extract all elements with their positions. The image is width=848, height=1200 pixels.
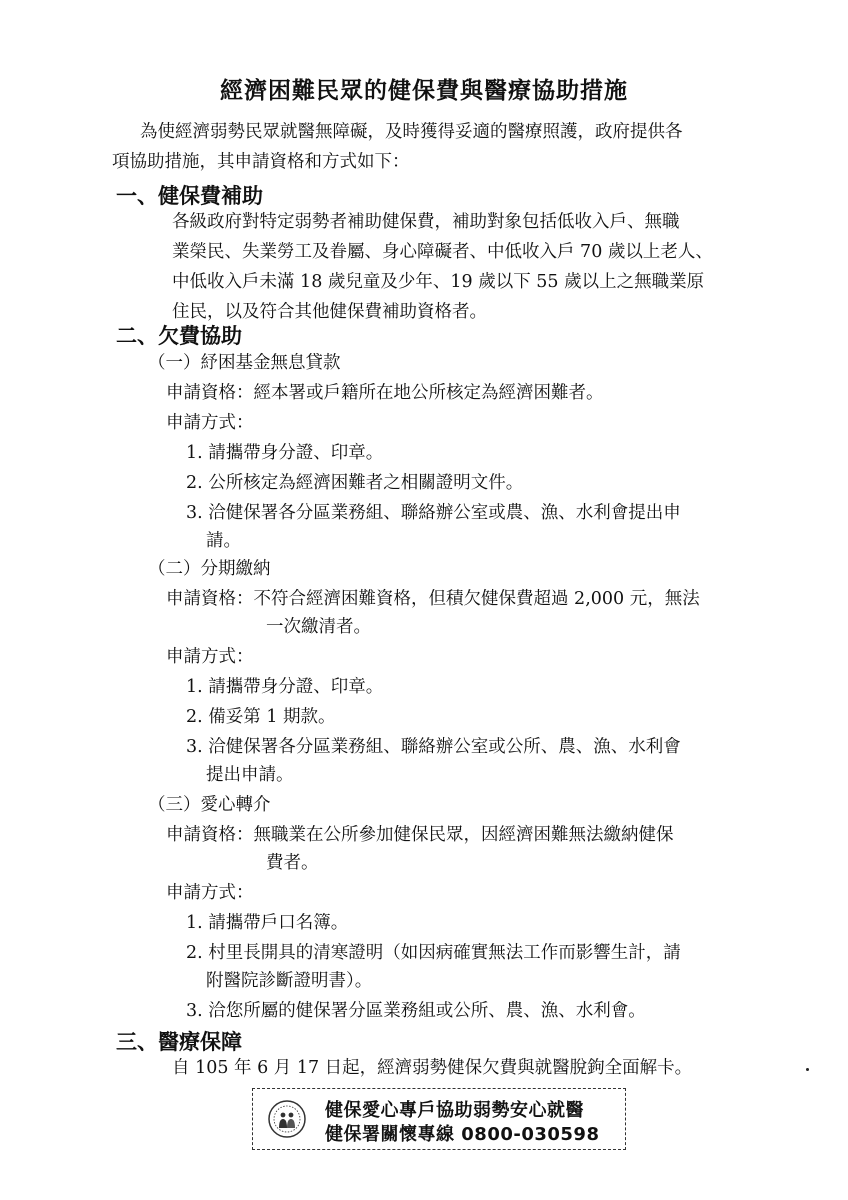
sub-3-item-3: 3. 洽您所屬的健保署分區業務組或公所、農、漁、水利會。 [186, 1001, 646, 1021]
sub-2-item-1: 1. 請攜帶身分證、印章。 [186, 677, 384, 697]
hotline-box [252, 1088, 626, 1150]
sub-1-title: （一）紓困基金無息貸款 [148, 353, 341, 373]
page-title: 經濟困難民眾的健保費與醫療協助措施 [220, 78, 628, 104]
section-1-line-1: 各級政府對特定弱勢者補助健保費，補助對象包括低收入戶、無職 [172, 212, 680, 232]
section-1-heading: 一、健保費補助 [116, 184, 263, 208]
sub-3-item-1: 1. 請攜帶戶口名簿。 [186, 913, 349, 933]
sub-1-item-2: 2. 公所核定為經濟困難者之相關證明文件。 [186, 473, 524, 493]
section-2-heading: 二、欠費協助 [116, 324, 242, 348]
section-1-line-2: 業榮民、失業勞工及眷屬、身心障礙者、中低收入戶 70 歲以上老人、 [172, 242, 713, 262]
sub-3-item-2: 2. 村里長開具的清寒證明（如因病確實無法工作而影響生計，請 [186, 943, 681, 963]
intro-line-2: 項協助措施，其申請資格和方式如下： [112, 152, 410, 172]
sub-1-item-3: 3. 洽健保署各分區業務組、聯絡辦公室或農、漁、水利會提出申 [186, 503, 681, 523]
footer-line-2: 健保署關懷專線 0800-030598 [325, 1124, 600, 1145]
sub-1-method-label: 申請方式： [166, 413, 254, 433]
sub-2-method-label: 申請方式： [166, 647, 254, 667]
sub-2-eligibility: 申請資格：不符合經濟困難資格，但積欠健保費超過 2,000 元，無法 [166, 589, 700, 609]
sub-2-item-2: 2. 備妥第 1 期款。 [186, 707, 336, 727]
sub-2-item-3: 3. 洽健保署各分區業務組、聯絡辦公室或公所、農、漁、水利會 [186, 737, 681, 757]
intro-line-1: 為使經濟弱勢民眾就醫無障礙，及時獲得妥適的醫療照護，政府提供各 [140, 122, 683, 142]
sub-3-eligibility-cont: 費者。 [266, 853, 319, 873]
section-3-heading: 三、醫療保障 [116, 1030, 242, 1054]
section-1-line-4: 住民，以及符合其他健保費補助資格者。 [172, 302, 487, 322]
sub-3-item-2-cont: 附醫院診斷證明書）。 [206, 971, 373, 991]
sub-1-item-3-cont: 請。 [206, 531, 241, 551]
sub-2-eligibility-cont: 一次繳清者。 [266, 617, 371, 637]
sub-1-eligibility: 申請資格：經本署或戶籍所在地公所核定為經濟困難者。 [166, 383, 604, 403]
sub-2-item-3-cont: 提出申請。 [206, 765, 294, 785]
charity-logo-icon [267, 1099, 307, 1139]
sub-3-eligibility: 申請資格：無職業在公所參加健保民眾，因經濟困難無法繳納健保 [166, 825, 674, 845]
footer-line-1: 健保愛心專戶協助弱勢安心就醫 [325, 1100, 584, 1121]
sub-1-item-1: 1. 請攜帶身分證、印章。 [186, 443, 384, 463]
scan-speck [806, 1068, 809, 1071]
section-1-line-3: 中低收入戶未滿 18 歲兒童及少年、19 歲以下 55 歲以上之無職業原 [172, 272, 705, 292]
sub-3-method-label: 申請方式： [166, 883, 254, 903]
sub-3-title: （三）愛心轉介 [148, 795, 271, 815]
section-3-line: 自 105 年 6 月 17 日起，經濟弱勢健保欠費與就醫脫鉤全面解卡。 [172, 1058, 693, 1078]
sub-2-title: （二）分期繳納 [148, 559, 271, 579]
